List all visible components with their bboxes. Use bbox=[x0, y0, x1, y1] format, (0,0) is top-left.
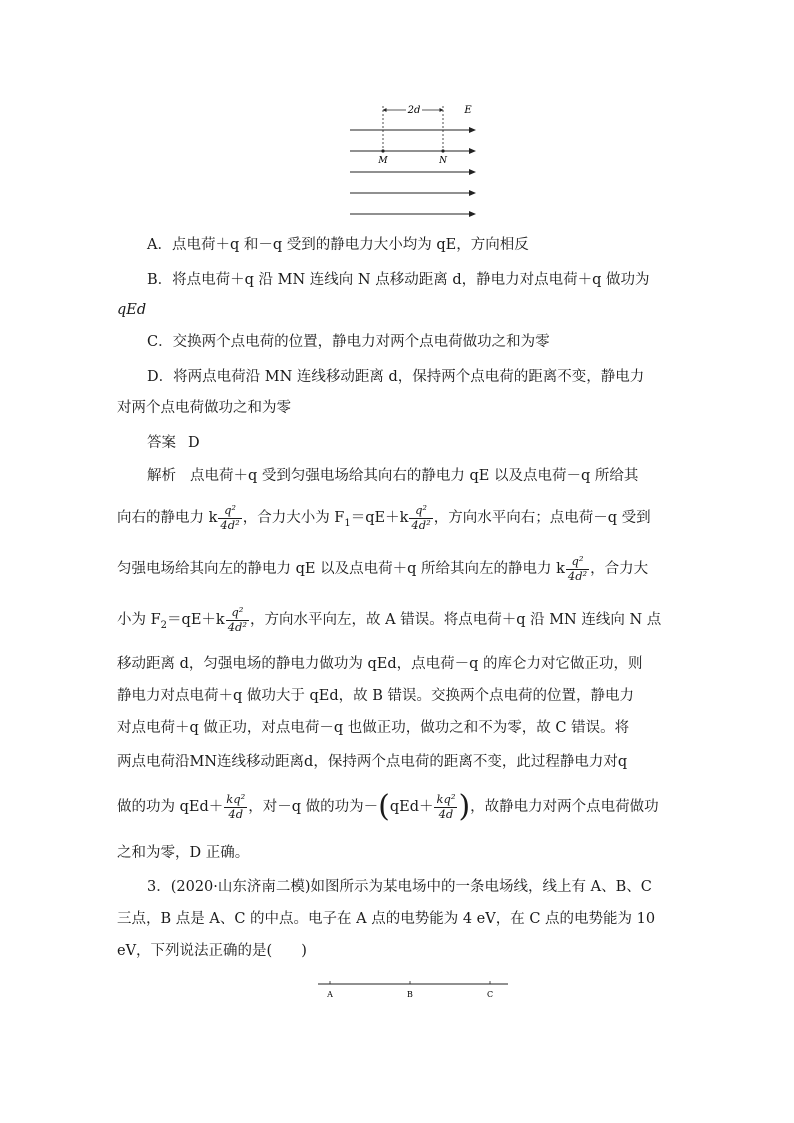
option-d-line2: 对两个点电荷做功之和为零 bbox=[117, 400, 291, 416]
analysis-line-7: 对点电荷＋q 做正功，对点电荷－q 也做正功，做功之和不为零，故 C 错误。将 bbox=[117, 720, 630, 736]
fraction-numerator: kq² bbox=[226, 792, 246, 806]
analysis-text: ，方向水平向右；点电荷－q 受到 bbox=[433, 510, 651, 526]
answer-label: 答案 bbox=[147, 435, 176, 451]
analysis-text: ，故静电力对两个点电荷做功 bbox=[470, 799, 659, 815]
fraction-denominator: 4d² bbox=[220, 517, 240, 532]
fraction-denominator: 4d² bbox=[227, 619, 247, 634]
fraction-numerator: q² bbox=[409, 505, 432, 519]
analysis-text-1: 点电荷＋q 受到匀强电场给其向右的静电力 qE 以及点电荷－q 所给其 bbox=[190, 468, 639, 484]
field-line-diagram bbox=[316, 976, 512, 1004]
fraction bbox=[226, 607, 249, 633]
fraction bbox=[224, 794, 247, 820]
electric-field-diagram bbox=[340, 98, 490, 220]
fraction bbox=[566, 556, 589, 582]
fraction-numerator: kq² bbox=[436, 792, 456, 806]
analysis-text: ＝qE＋k bbox=[350, 510, 409, 526]
analysis-line-6: 静电力对点电荷＋q 做功大于 qEd，故 B 错误。交换两个点电荷的位置，静电力 bbox=[117, 688, 635, 704]
answer-line bbox=[147, 434, 707, 453]
fraction bbox=[218, 505, 241, 531]
analysis-text: ，合力大小为 F bbox=[242, 510, 345, 526]
fraction bbox=[434, 794, 457, 820]
option-b-line1: B．将点电荷＋q 沿 MN 连线向 N 点移动距离 d，静电力对点电荷＋q 做功为 bbox=[147, 272, 650, 288]
question-3-line2: 三点，B 点是 A、C 的中点。电子在 A 点的电势能为 4 eV，在 C 点的电势能为 10 bbox=[117, 911, 656, 927]
analysis-line-8: 两点电荷沿MN连线移动距离d，保持两个点电荷的距离不变，此过程静电力对q bbox=[117, 754, 628, 770]
analysis-text: ，对－q 做的功为－ bbox=[248, 799, 379, 815]
point-c-label: C bbox=[486, 990, 494, 999]
analysis-label: 解析 bbox=[147, 468, 176, 484]
fraction-numerator: q² bbox=[226, 607, 249, 621]
analysis-text: qEd＋ bbox=[389, 799, 434, 815]
fraction bbox=[409, 505, 432, 531]
analysis-line-2 bbox=[117, 500, 677, 536]
fraction-denominator: 4d² bbox=[567, 568, 588, 583]
analysis-text: ，方向水平向左，故 A 错误。将点电荷＋q 沿 MN 连线向 N 点 bbox=[250, 612, 662, 628]
point-m bbox=[381, 149, 384, 152]
option-b-line2: qEd bbox=[117, 302, 147, 318]
point-m-label: M bbox=[378, 156, 388, 166]
analysis-text: 匀强电场给其向左的静电力 qE 以及点电荷＋q 所给其向左的静电力 k bbox=[117, 561, 565, 577]
question-3-line3: eV，下列说法正确的是( ) bbox=[117, 943, 307, 959]
answer-value: D bbox=[188, 435, 200, 451]
analysis-text: ＝qE＋k bbox=[167, 612, 225, 628]
fraction-denominator: 4d bbox=[438, 806, 454, 821]
subscript: 1 bbox=[344, 517, 351, 529]
analysis-line-5: 移动距离 d，匀强电场的静电力做功为 qEd，点电荷－q 的库仑力对它做正功，则 bbox=[117, 656, 643, 672]
analysis-text: 做的功为 qEd＋ bbox=[117, 799, 224, 815]
point-b-label: B bbox=[407, 990, 413, 999]
analysis-text: 向右的静电力 k bbox=[117, 510, 218, 526]
fraction-denominator: 4d² bbox=[411, 517, 431, 532]
point-n bbox=[441, 149, 444, 152]
analysis-text: 小为 F bbox=[117, 612, 161, 628]
analysis-line-4 bbox=[117, 602, 677, 638]
point-n-label: N bbox=[439, 156, 447, 166]
analysis-line-1 bbox=[147, 467, 707, 486]
point-a-label: A bbox=[327, 990, 333, 999]
analysis-line-9: 做的功为 qEd＋ $\frac{\text{kq²}}{4d}$ ，对－q 做的功为－(qEd＋ $\frac{\text{kq²}}{4d}$ )，故静电力对两个点电荷做功 bbox=[117, 789, 659, 824]
fraction-numerator: q² bbox=[566, 556, 589, 570]
fraction-numerator: q² bbox=[218, 505, 241, 519]
option-c: C．交换两个点电荷的位置，静电力对两个点电荷做功之和为零 bbox=[147, 334, 550, 350]
option-a: A．点电荷＋q 和－q 受到的静电力大小均为 qE，方向相反 bbox=[147, 237, 529, 253]
analysis-line-3 bbox=[117, 551, 677, 587]
option-d-line1: D．将两点电荷沿 MN 连线移动距离 d，保持两个点电荷的距离不变，静电力 bbox=[147, 369, 645, 385]
analysis-text: ，合力大 bbox=[590, 561, 649, 577]
fraction-denominator: 4d bbox=[228, 806, 244, 821]
question-3-line1: 3．(2020·山东济南二模)如图所示为某电场中的一条电场线，线上有 A、B、C bbox=[147, 879, 652, 895]
analysis-line-10: 之和为零，D 正确。 bbox=[117, 845, 250, 861]
field-label-e: E bbox=[464, 105, 472, 116]
subscript: 2 bbox=[160, 619, 168, 631]
dimension-label: 2d bbox=[407, 105, 421, 116]
